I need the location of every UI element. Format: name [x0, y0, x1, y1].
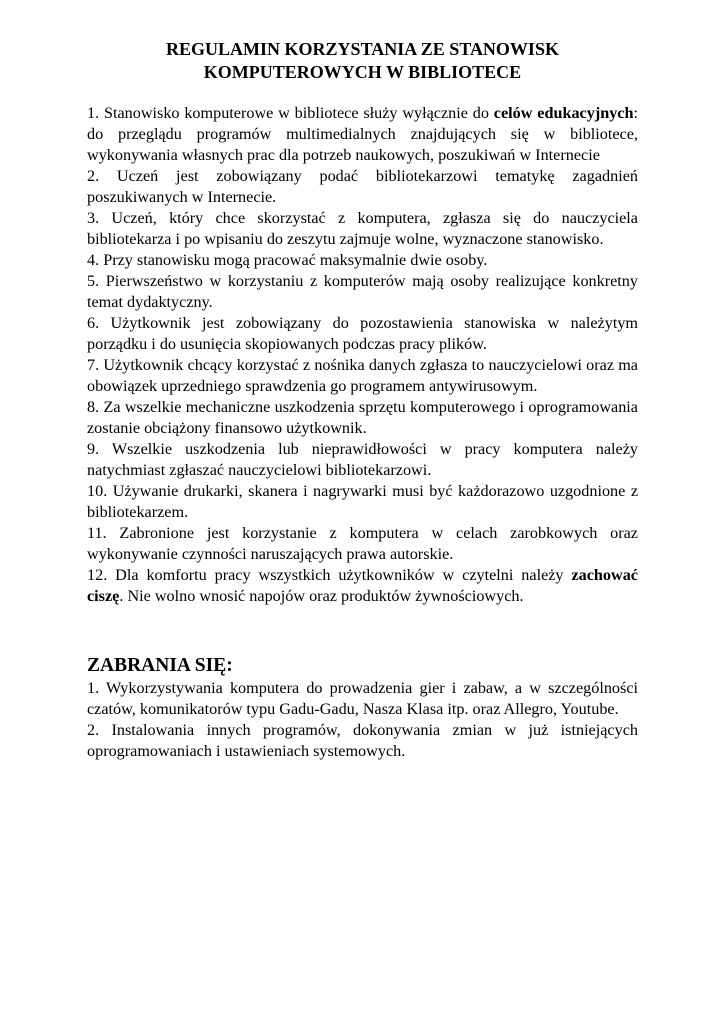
rules-list [87, 103, 638, 607]
title-line-2: KOMPUTEROWYCH W BIBLIOTECE [203, 62, 522, 82]
rule-item-2: 2. Uczeń jest zobowiązany podać bibliotekarzowi tematykę zagadnień poszukiwanych w Internecie. [87, 167, 638, 206]
forbidden-item-2: 2. Instalowania innych programów, dokonywania zmian w już istniejących oprogramowaniach i ustawieniach systemowych. [87, 721, 638, 760]
title-line-1: REGULAMIN KORZYSTANIA ZE STANOWISK [166, 39, 559, 59]
document-title [87, 38, 638, 84]
rule-item-7: 7. Użytkownik chcący korzystać z nośnika danych zgłasza to nauczycielowi oraz ma obowiązek uprzedniego sprawdzenia go programem antywirusowym. [87, 356, 638, 395]
rule-item-4: 4. Przy stanowisku mogą pracować maksymalnie dwie osoby. [87, 251, 488, 269]
rule-item-3: 3. Uczeń, który chce skorzystać z komputera, zgłasza się do nauczyciela bibliotekarza i po wpisaniu do zeszytu zajmuje wolne, wyznaczone stanowisko. [87, 209, 638, 248]
rule-item-11: 11. Zabronione jest korzystanie z komputera w celach zarobkowych oraz wykonywanie czynności naruszających prawa autorskie. [87, 524, 638, 563]
rule-1-bold-text: celów edukacyjnych [493, 104, 634, 122]
forbidden-list [87, 678, 638, 762]
rule-item-8: 8. Za wszelkie mechaniczne uszkodzenia sprzętu komputerowego i oprogramowania zostanie obciążony finansowo użytkownik. [87, 398, 638, 437]
rule-item-9: 9. Wszelkie uszkodzenia lub nieprawidłowości w pracy komputera należy natychmiast zgłaszać nauczycielowi bibliotekarzowi. [87, 440, 638, 479]
document-page [87, 38, 638, 762]
forbidden-item-1: 1. Wykorzystywania komputera do prowadzenia gier i zabaw, a w szczególności czatów, komunikatorów typu Gadu-Gadu, Nasza Klasa itp. oraz Allegro, Youtube. [87, 679, 638, 718]
rule-item-12 [87, 565, 638, 607]
rule-item-6: 6. Użytkownik jest zobowiązany do pozostawienia stanowiska w należytym porządku i do usunięcia skopiowanych podczas pracy plików. [87, 314, 638, 353]
rule-1-text-after: : do przeglądu programów multimedialnych znajdujących się w bibliotece, wykonywania własnych prac dla potrzeb naukowych, poszukiwań w Internecie [87, 104, 638, 164]
rule-item-5: 5. Pierwszeństwo w korzystaniu z komputerów mają osoby realizujące konkretny temat dydaktyczny. [87, 272, 638, 311]
rule-item-1 [87, 103, 638, 166]
rule-item-10: 10. Używanie drukarki, skanera i nagrywarki musi być każdorazowo uzgodnione z bibliotekarzem. [87, 482, 638, 521]
rule-12-text-after: . Nie wolno wnosić napojów oraz produktów żywnościowych. [119, 587, 524, 605]
forbidden-heading: ZABRANIA SIĘ: [87, 655, 233, 676]
rule-12-text-before: 12. Dla komfortu pracy wszystkich użytkowników w czytelni należy [87, 566, 572, 584]
rule-1-text-before: 1. Stanowisko komputerowe w bibliotece służy wyłącznie do [87, 104, 494, 122]
rule-12-bold-text: zachować ciszę [87, 566, 638, 605]
